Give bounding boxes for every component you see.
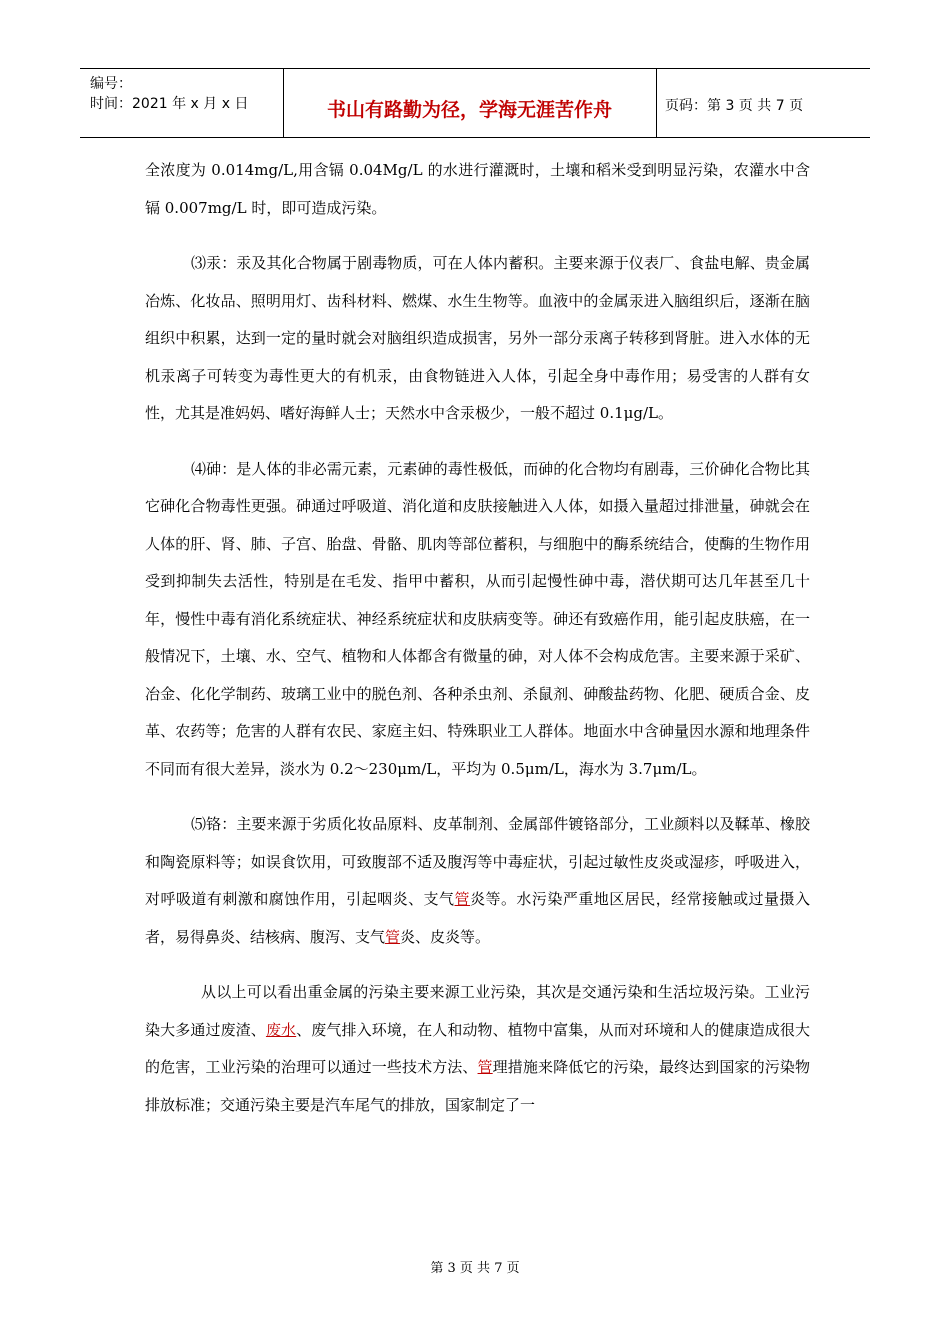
paragraph-text: 、废气排入环境，在人和动物、植物中富集，从而对环境和人的健康造成很大的危害，工业污染的治理可以通过一些技术方法、 bbox=[145, 1020, 810, 1076]
header-meta-cell bbox=[80, 69, 284, 137]
document-date: 时间：2021 年 x 月 x 日 bbox=[90, 96, 249, 112]
paragraph-text: 理措施来降低它的污染，最终达到国家的污染物排放标准；交通污染主要是汽车尾气的排放，国家制定了一 bbox=[145, 1058, 810, 1114]
paragraph-chromium bbox=[145, 806, 810, 956]
header-motto-cell bbox=[283, 69, 657, 137]
paragraph-arsenic: ⑷砷：是人体的非必需元素，元素砷的毒性极低，而砷的化合物均有剧毒，三价砷化合物比其它砷化合物毒性更强。砷通过呼吸道、消化道和皮肤接触进入人体，如摄入量超过排泄量，砷就会在人体的肝、肾、肺、子宫、胎盘、骨骼、肌肉等部位蓄积，与细胞中的酶系统结合，使酶的生物作用受到抑制失去活性，特别是在毛发、指甲中蓄积，从而引起慢性砷中毒，潜伏期可达几年甚至几十年，慢性中毒有消化系统症状、神经系统症状和皮肤病变等。砷还有致癌作用，能引起皮肤癌，在一般情况下，土壤、水、空气、植物和人体都含有微量的砷，对人体不会构成危害。主要来源于采矿、冶金、化化学制药、玻璃工业中的脱色剂、各种杀虫剂、杀鼠剂、砷酸盐药物、化肥、硬质合金、皮革、农药等；危害的人群有农民、家庭主妇、特殊职业工人群体。地面水中含砷量因水源和地理条件不同而有很大差异，淡水为 0.2～230μm/L，平均为 0.5μm/L，海水为 3.7μm/L。 bbox=[145, 459, 810, 778]
paragraph-cadmium-continued: 全浓度为 0.014mg/L,用含镉 0.04Mg/L 的水进行灌溉时，土壤和稻米受到明显污染，农灌水中含镉 0.007mg/L 时，即可造成污染。 bbox=[145, 161, 810, 217]
header-page-cell bbox=[657, 69, 870, 137]
hyperlink-guan[interactable]: 管 bbox=[454, 890, 470, 908]
hyperlink-guan[interactable]: 管 bbox=[477, 1058, 493, 1076]
paragraph-text: ⑸铬：主要来源于劣质化妆品原料、皮革制剂、金属部件镀铬部分，工业颜料以及鞣革、橡胶和陶瓷原料等；如误食饮用，可致腹部不适及腹泻等中毒症状，引起过敏性皮炎或湿疹，呼吸进入，对呼吸道有刺激和腐蚀作用，引起咽炎、支气 bbox=[145, 815, 810, 908]
paragraph-text: 炎、皮炎等。 bbox=[400, 927, 491, 946]
paragraph-text: 炎等。水污染严重地区居民，经常接触或过量摄入者，易得鼻炎、结核病、腹泻、支气 bbox=[145, 890, 810, 946]
header-motto: 书山有路勤为径，学海无涯苦作舟 bbox=[326, 99, 612, 121]
paragraph-summary bbox=[145, 974, 810, 1124]
hyperlink-guan[interactable]: 管 bbox=[385, 927, 401, 946]
page-footer: 第 3 页 共 7 页 bbox=[430, 1261, 520, 1276]
document-body bbox=[145, 152, 810, 1124]
document-number-label: 编号： bbox=[90, 76, 132, 92]
page-header bbox=[80, 68, 870, 138]
paragraph-text: 从以上可以看出重金属的污染主要来源工业污染，其次是交通污染和生活垃圾污染。工业污染大多通过废渣、 bbox=[145, 983, 810, 1039]
header-page-number: 页码：第 3 页 共 7 页 bbox=[665, 98, 804, 114]
hyperlink-wastewater[interactable]: 废水 bbox=[265, 1020, 297, 1039]
paragraph-mercury: ⑶汞：汞及其化合物属于剧毒物质，可在人体内蓄积。主要来源于仪表厂、食盐电解、贵金属冶炼、化妆品、照明用灯、齿科材料、燃煤、水生生物等。血液中的金属汞进入脑组织后，逐渐在脑组织中积累，达到一定的量时就会对脑组织造成损害，另外一部分汞离子转移到肾脏。进入水体的无机汞离子可转变为毒性更大的有机汞，由食物链进入人体，引起全身中毒作用；易受害的人群有女性，尤其是准妈妈、嗜好海鲜人士；天然水中含汞极少，一般不超过 0.1μg/L。 bbox=[145, 254, 810, 422]
